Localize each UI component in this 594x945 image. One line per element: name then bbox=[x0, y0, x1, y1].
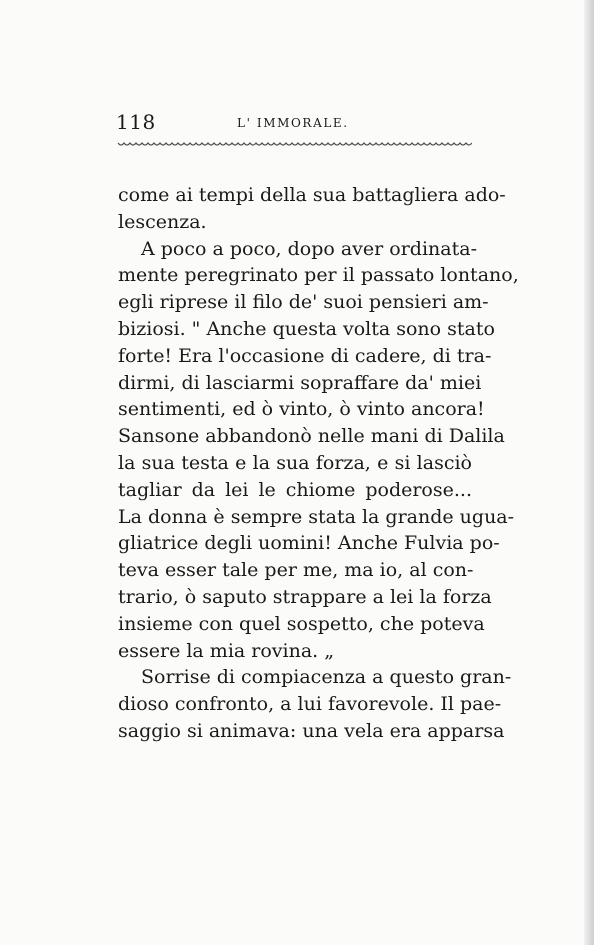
text-line: mente peregrinato per il passato lontano, bbox=[118, 264, 519, 287]
wavy-rule-ornament-icon bbox=[116, 136, 472, 150]
text-line: La donna è sempre stata la grande ugua- bbox=[118, 505, 515, 528]
text-line: lescenza. bbox=[118, 210, 207, 233]
text-line: Sorrise di compiacenza a questo gran- bbox=[141, 666, 512, 689]
page-number: 118 bbox=[116, 110, 156, 134]
text-line: egli riprese il filo de' suoi pensieri am- bbox=[118, 291, 489, 314]
body-text bbox=[118, 182, 519, 745]
text-line: saggio si animava: una vela era apparsa bbox=[118, 719, 505, 742]
text-line: trario, ò saputo strappare a lei la forza bbox=[118, 585, 492, 608]
text-line: dirmi, di lasciarmi sopraffare da' miei bbox=[118, 371, 482, 394]
page-edge-shadow bbox=[584, 0, 594, 945]
text-line: gliatrice degli uomini! Anche Fulvia po- bbox=[118, 532, 500, 555]
page-header bbox=[116, 110, 472, 134]
text-line: essere la mia rovina. „ bbox=[118, 639, 335, 662]
text-line: forte! Era l'occasione di cadere, di tra- bbox=[118, 344, 492, 367]
text-line: Sansone abbandonò nelle mani di Dalila bbox=[118, 425, 505, 448]
text-line: la sua testa e la sua forza, e si lasciò bbox=[118, 451, 472, 474]
text-line: dioso confronto, a lui favorevole. Il pae- bbox=[118, 693, 502, 716]
text-line: tagliar da lei le chiome poderose... bbox=[118, 478, 472, 501]
text-line: A poco a poco, dopo aver ordinata- bbox=[141, 237, 477, 260]
running-head: L' IMMORALE. bbox=[237, 116, 349, 130]
text-line: come ai tempi della sua battagliera ado- bbox=[118, 184, 506, 206]
text-line: insieme con quel sospetto, che poteva bbox=[118, 612, 485, 635]
text-line: teva esser tale per me, ma io, al con- bbox=[118, 559, 474, 582]
text-line: biziosi. " Anche questa volta sono stato bbox=[118, 317, 495, 340]
text-line: sentimenti, ed ò vinto, ò vinto ancora! bbox=[118, 398, 485, 421]
